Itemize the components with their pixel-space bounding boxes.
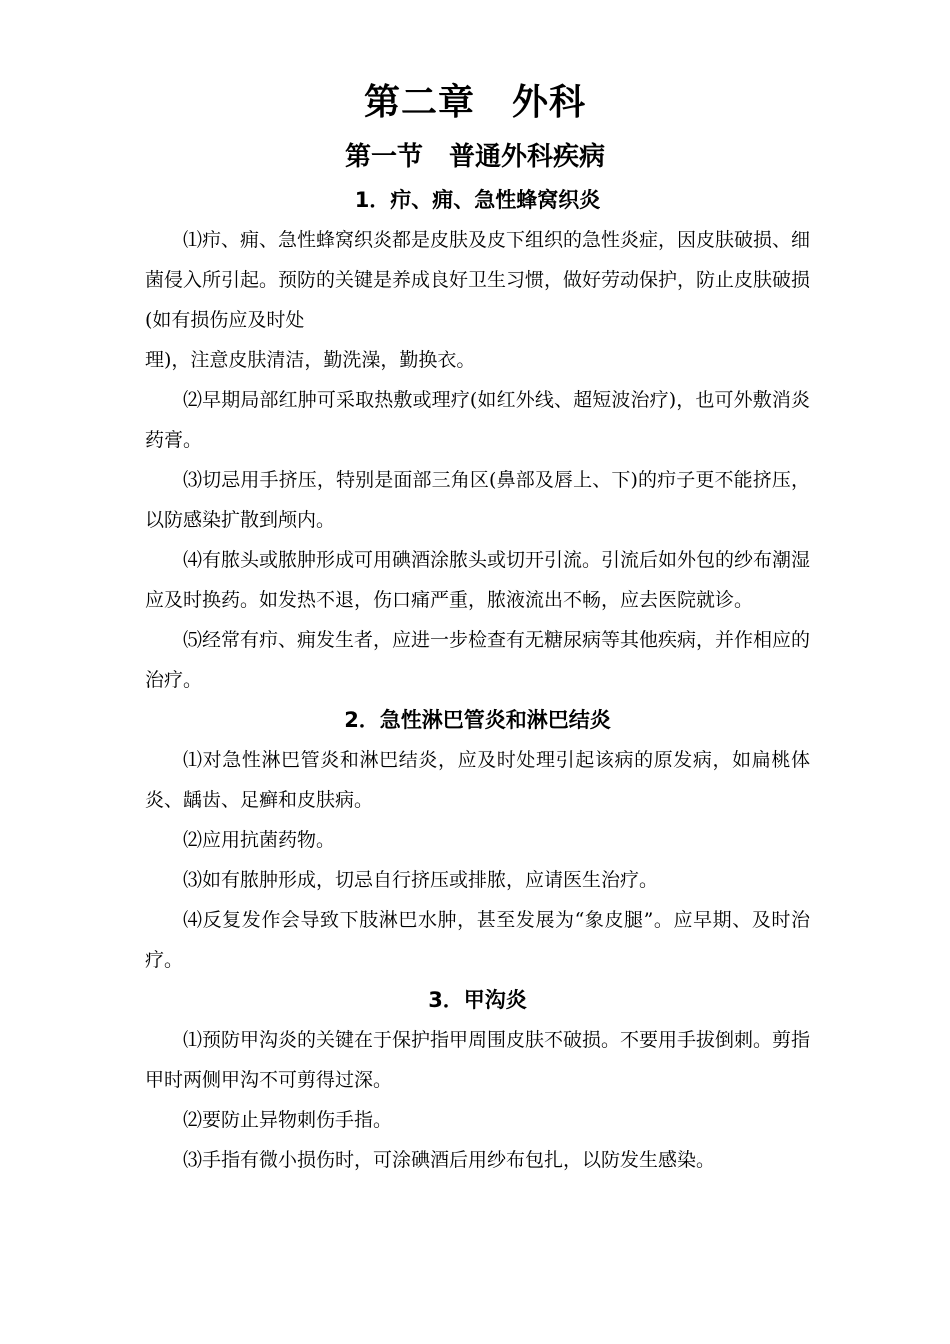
topic-heading: 2．急性淋巴管炎和淋巴结炎 (344, 708, 611, 732)
paragraph: ⑶手指有微小损伤时，可涂碘酒后用纱布包扎，以防发生感染。 (183, 1149, 716, 1171)
paragraph: ⑷反复发作会导致下肢淋巴水肿，甚至发展为“象皮腿”。应早期、及时治疗。 (145, 909, 810, 971)
paragraph: ⑵应用抗菌药物。 (183, 829, 336, 851)
paragraph: ⑸经常有疖、痈发生者，应进一步检查有无糖尿病等其他疾病，并作相应的治疗。 (145, 629, 811, 691)
paragraph: ⑶切忌用手挤压，特别是面部三角区(鼻部及唇上、下)的疖子更不能挤压，以防感染扩散到颅内。 (145, 469, 810, 531)
paragraph: ⑵早期局部红肿可采取热敷或理疗(如红外线、超短波治疗)，也可外敷消炎药膏。 (145, 389, 810, 451)
section-title: 第一节 普通外科疾病 (344, 142, 605, 172)
paragraph: 理)，注意皮肤清洁，勤洗澡，勤换衣。 (145, 349, 476, 371)
paragraph: ⑵要防止异物刺伤手指。 (183, 1109, 393, 1131)
paragraph: ⑷有脓头或脓肿形成可用碘酒涂脓头或切开引流。引流后如外包的纱布潮湿应及时换药。如发热不退，伤口痛严重，脓液流出不畅，应去医院就诊。 (145, 549, 811, 611)
paragraph: ⑶如有脓肿形成，切忌自行挤压或排脓，应请医生治疗。 (183, 869, 659, 891)
paragraph: ⑴预防甲沟炎的关键在于保护指甲周围皮肤不破损。不要用手拔倒刺。剪指甲时两侧甲沟不可剪得过深。 (145, 1029, 811, 1091)
paragraph: ⑴对急性淋巴管炎和淋巴结炎，应及时处理引起该病的原发病，如扁桃体炎、龋齿、足癣和皮肤病。 (145, 749, 810, 811)
paragraph: ⑴疖、痈、急性蜂窝织炎都是皮肤及皮下组织的急性炎症，因皮肤破损、细菌侵入所引起。预防的关键是养成良好卫生习惯，做好劳动保护，防止皮肤破损(如有损伤应及时处 (145, 229, 811, 331)
topic-heading: 1．疖、痈、急性蜂窝织炎 (354, 188, 601, 212)
chapter-title: 第二章 外科 (363, 82, 586, 123)
document-body (145, 180, 810, 1180)
topic-heading: 3．甲沟炎 (428, 988, 527, 1012)
